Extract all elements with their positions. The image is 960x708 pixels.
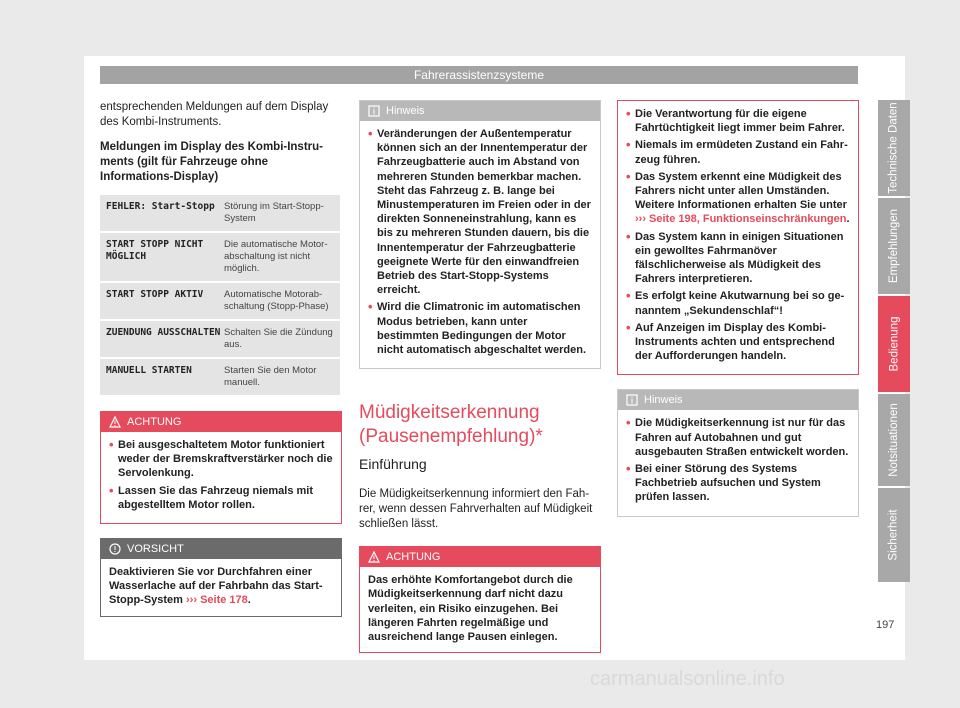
page-header: Fahrerassistenzsysteme <box>100 66 858 84</box>
list-item: • Die Müdigkeitserkennung ist nur für das Fahren auf Autobahnen und gut ausgebauten Straßen entwickelt worden. <box>626 416 850 459</box>
message-value: Starten Sie den Motor manuell. <box>224 365 317 388</box>
item-text: Auf Anzeigen im Display des Kombi-Instruments achten und entsprechend der Aufforderungen handeln. <box>635 321 835 363</box>
vorsicht-text: Deaktivieren Sie vor Durchfahren einer Wasserlache auf der Fahrbahn das Start-Stopp-System <box>109 566 323 607</box>
left-column <box>100 100 342 617</box>
item-text: Es erfolgt keine Akutwarnung bei so genanntem „Sekundenschlaf“! <box>635 290 845 317</box>
message-key: FEHLER: Start-Stopp <box>106 201 215 212</box>
list-item: • Veränderungen der Außentemperatur können sich an der Innentemperatur der Fahrzeugbatterie auch im Abstand von mehreren Stunden bemerkbar machen. Steht das Fahrzeug z. B. lange bei Minustemperaturen im Freien oder in der direkten Sonneneinstrahlung, kann es bis zu mehreren Stunden dauern, bis die Innentemperatur der Fahrzeugbatterie geeignete Werte für den einwandfreien Betrieb des Start-Stopp-Systems erreicht. <box>368 127 592 297</box>
messages-table <box>100 195 340 397</box>
page-link[interactable]: ››› Seite 198, Funktionseinschränkungen <box>635 213 847 226</box>
list-item <box>626 230 850 287</box>
item-text: Das System erkennt eine Müdigkeit des Fahrers nicht unter allen Umständen. Weitere Informationen erhalten Sie unter <box>635 170 847 212</box>
hinweis-label: Hinweis <box>644 394 683 407</box>
section <box>359 401 601 532</box>
list-item: • Wird die Climatronic im automatischen Modus betrieben, kann unter bestimmten Bedingungen der Motor nicht automatisch abgeschaltet werden. <box>368 300 592 357</box>
hinweis-header <box>360 101 600 121</box>
hinweis-body <box>618 410 858 515</box>
hinweis-box <box>617 389 859 516</box>
section-title: Müdigkeitserkennung (Pausenempfehlung)* <box>359 402 543 448</box>
vorsicht-end: . <box>247 594 251 607</box>
hinweis-box <box>359 100 601 369</box>
list-item <box>626 289 850 317</box>
warning-list-body <box>618 101 858 374</box>
list-item: • Lassen Sie das Fahrzeug niemals mit abgestelltem Motor rollen. <box>109 484 333 512</box>
middle-column <box>359 100 601 653</box>
achtung-body: Das erhöhte Komfortangebot durch die Müdigkeitserkennung darf nicht dazu verleiten, ein Risiko einzugehen. Bei längeren Fahrten regelmäßige und ausreichend lange Pausen einlegen. <box>368 574 573 644</box>
achtung-box <box>100 411 342 524</box>
tab-label: Sicherheit <box>888 509 901 561</box>
achtung-box <box>359 546 601 653</box>
tab-technische-daten[interactable] <box>878 100 910 196</box>
right-column <box>617 100 859 517</box>
tab-bedienung[interactable] <box>878 296 910 392</box>
warning-icon <box>368 551 380 563</box>
message-key: START STOPP AKTIV <box>106 289 204 300</box>
message-value: Automatische Motorabschaltung (Stopp-Phase) <box>224 289 329 312</box>
item-text: Niemals im ermüdeten Zustand ein Fahrzeug führen. <box>635 139 848 166</box>
achtung-label: ACHTUNG <box>127 416 182 428</box>
table-row <box>100 195 340 233</box>
info-icon <box>368 105 380 117</box>
hinweis-header <box>618 390 858 410</box>
display-messages-heading: Meldungen im Display des Kombi-Instruments (gilt für Fahrzeuge ohne Informations-Display) <box>100 141 324 183</box>
message-value: Störung im Start-Stopp-System <box>224 201 324 224</box>
warning-list-box <box>617 100 859 375</box>
item-text: Die Verantwortung für die eigene Fahrtüchtigkeit liegt immer beim Fahrer. <box>635 108 845 135</box>
message-value: Die automatische Motorabschaltung ist nicht möglich. <box>224 239 328 274</box>
achtung-body <box>101 432 341 523</box>
table-row <box>100 283 340 321</box>
vorsicht-label: VORSICHT <box>127 543 184 556</box>
achtung-header <box>360 547 600 567</box>
watermark: carmanualsonline.info <box>590 668 785 690</box>
message-key: START STOPP NICHT MÖGLICH <box>106 239 204 262</box>
tab-label: Technische Daten <box>888 102 901 194</box>
hinweis-body <box>360 121 600 368</box>
message-key: MANUELL STARTEN <box>106 365 192 376</box>
tab-label: Notsituationen <box>888 403 900 477</box>
list-item: • Bei einer Störung des Systems Fachbetrieb aufsuchen und System prüfen lassen. <box>626 462 850 505</box>
tab-label: Bedienung <box>888 316 900 372</box>
hinweis-label: Hinweis <box>386 105 425 117</box>
list-item <box>626 170 850 227</box>
item-end: . <box>846 213 850 226</box>
vorsicht-header <box>101 539 341 559</box>
list-item <box>626 321 850 364</box>
list-item: • Bei ausgeschaltetem Motor funktioniert weder der Bremskraftverstärker noch die Servolenkung. <box>109 438 333 481</box>
table-row <box>100 321 340 359</box>
item-text: Das System kann in einigen Situationen ein gewolltes Fahrmanöver fälschlicherweise als Müdigkeit des Fahrers interpretieren. <box>635 230 844 286</box>
achtung-label: ACHTUNG <box>386 551 441 564</box>
section-subtitle: Einführung <box>359 456 427 473</box>
table-row <box>100 359 340 397</box>
list-item <box>626 138 850 166</box>
table-row <box>100 233 340 283</box>
tab-label: Empfehlungen <box>888 208 901 284</box>
vorsicht-body <box>101 559 341 616</box>
page-link[interactable]: ››› Seite 178 <box>186 594 248 607</box>
message-value: Schalten Sie die Zündung aus. <box>224 327 333 350</box>
tab-sicherheit[interactable] <box>878 488 910 582</box>
message-key: ZUENDUNG AUSSCHALTEN <box>106 327 221 338</box>
page-number: 197 <box>876 619 895 631</box>
tab-empfehlungen[interactable] <box>878 198 910 294</box>
tab-notsituationen[interactable] <box>878 394 910 486</box>
intro-paragraph: Die Müdigkeitserkennung informiert den Fahrer, wenn dessen Fahrverhalten auf Müdigkeit schließen lässt. <box>359 488 593 531</box>
warning-icon <box>109 416 121 428</box>
achtung-header <box>101 412 341 432</box>
info-icon <box>626 394 638 406</box>
list-item <box>626 107 850 135</box>
intro-text: entsprechenden Meldungen auf dem Display des Kombi-Instruments. <box>100 101 329 128</box>
vorsicht-box <box>100 538 342 617</box>
caution-icon <box>109 543 121 555</box>
